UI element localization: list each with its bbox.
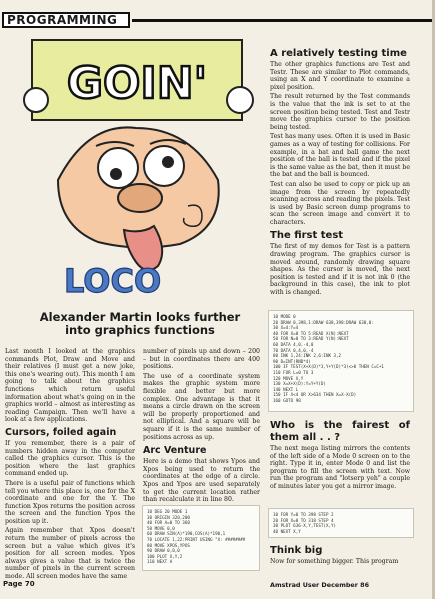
middle-paragraph-1: number of pixels up and down – 200 – but in coordinates there are 400 positions.	[143, 348, 260, 371]
nose	[118, 184, 162, 212]
think-big-paragraph: Now for something bigger. This program	[270, 558, 399, 565]
left-eye	[98, 148, 138, 188]
first-test-heading: The first test	[270, 230, 344, 242]
arc-listing: 10 DEG 20 MODE 1 30 ORIGIN 320,200 40 FOR A=0 TO 360 50 MOVE 0,0 60 DRAW SIN(A)*190,COS(A)*190,1 70 LOCATE 1,22:PRINT USING "X: ######## 80 MOVE XPOS,YPOS 90 DRAW 0,0,0 100 PLOT X,Y,2 110 NEXT A	[142, 505, 260, 571]
header-rule	[132, 19, 435, 22]
middle-paragraph-2: The use of a coordinate system makes the graphic system more flexible and better but more complex. One advantage is that it means a circle drawn on the screen will be properly proportioned and not elliptical. And a square will be square if it is the same number of positions across as up.	[143, 372, 260, 441]
testing-paragraph-1: The other graphics functions are Test and Testr. These are similar to Plot commands, using an X and Y coordinate to examine a pixel position.	[270, 61, 410, 91]
column-3-lower	[270, 420, 410, 493]
section-label: PROGRAMMING	[2, 12, 130, 28]
arc-paragraph: Here is a demo that shows Ypos and Xpos being used to return the coordinates at the edge of a circle. Xpos and Ypos are used separately to get the current location rather than recalculate it in line 80.	[143, 458, 260, 504]
left-pupil	[110, 168, 122, 180]
magazine-issue: Amstrad User December 86	[270, 581, 370, 589]
right-pupil	[162, 156, 174, 168]
think-big-section	[270, 545, 410, 568]
mirror-listing: 10 FOR Y=0 TO 398 STEP 2 20 FOR X=0 TO 318 STEP 4 30 PLOT 636-X,Y,TEST(X,Y) 40 NEXT X,Y	[268, 508, 414, 538]
column-3	[270, 48, 410, 299]
goin-title: GOIN'	[66, 58, 208, 109]
arc-heading: Arc Venture	[143, 445, 207, 457]
loco-title: LOCO	[64, 262, 162, 300]
testing-paragraph-3: Test has many uses. Often it is used in Basic games as a way of testing for collisions. For example, in a bat and ball game the next position of the ball is tested and if the pixel is the same value as the bat, then it must be the bat and the ball is bounced.	[270, 133, 410, 179]
testing-paragraph-2: The result returned by the Test commands is the value that the ink is set to at the screen position being tested. Test and Testr move the graphics cursor to the position being tested.	[270, 93, 410, 131]
testing-paragraph-4: Test can also be used to copy or pick up an image from the screen by repeatedly scanning across and reading the pixels. Test is used by Basic screen dump programs to scan the screen image and convert it to characters.	[270, 180, 410, 226]
think-big-heading: Think big	[270, 545, 323, 556]
fairest-paragraph: The next mega listing mirrors the contents of the left side of a Mode 0 screen on to the right. Type it in, enter Mode 0 and list the program to fill the screen with text. Now run the program and "lotserp yeh" a couple of minutes later you get a mirror image.	[270, 445, 410, 490]
cursors-paragraph-2: There is a useful pair of functions which tell you where this place is, one for the X coordinate and one for the Y. The function Xpos returns the position across the screen and the function Ypos the position up it.	[5, 479, 135, 525]
first-test-paragraph: The first of my demos for Test is a pattern drawing program. The graphics cursor is moved around, randomly drawing square shapes. As the cursor is moved, the next position is tested and if it is not ink 0 (the background in this case), the ink to plot with is changed.	[270, 243, 410, 297]
column-1	[5, 348, 135, 583]
intro-paragraph: Last month I looked at the graphics commands Plot, Draw and Move and their relatives (I must get a new joke, this one's wearing out). This month I am going to talk about the graphics functions which return useful information about what's going on in the graphics world – almost as interesting as reading Campaign. Then we'll have a look at a few applications.	[5, 348, 135, 424]
section-header	[0, 8, 435, 30]
column-2	[143, 348, 260, 506]
cursors-paragraph-3: Again remember that Xpos doesn't return the number of pixels across the screen but a value which gives it's position for all screen modes. Ypos always gives a value that is twice the number of pixels in the current screen mode. All screen modes have the same	[5, 527, 135, 581]
goin-loco-illustration	[18, 30, 254, 302]
left-hand	[24, 88, 48, 112]
cursors-heading: Cursors, foiled again	[5, 426, 117, 438]
right-hand	[227, 87, 253, 113]
article-headline: Alexander Martin looks further into graphics functions	[39, 310, 241, 337]
testing-heading: A relatively testing time	[270, 48, 407, 59]
fairest-heading: Who is the fairest of them all . . ?	[270, 420, 410, 443]
pattern-listing: 10 MODE 0 20 DRAW 0,398,1:DRAW 638,398:DRAW 638,0: 30 X=4:Y=4 40 FOR X=0 TO 5:READ X(N):NEXT 50 FOR N=0 TO 3:READ Y(N):NEXT 60 DATA 4,0,-4,0 70 DATA 0,4,0,-4 80 INK 1,24:INK 2,6:INK 3,2 90 D=INT(RND*4) 100 IF TEST(X+X(D)*3,Y+Y(D)*3)<>0 THEN C=C+1 110 FOR L=0 TO 3 120 MOVE X,Y 130 X=X+X(D):Y=Y+Y(D) 140 NEXT L 150 IF X<4 OR X>634 THEN X=X-X(D) 160 GOTO 90	[268, 310, 414, 412]
cursors-paragraph-1: If you remember, there is a pair of numbers hidden away in the computer called the graphics cursor. This is the position where the last graphics command ended up.	[5, 439, 135, 478]
page-number: Page 70	[3, 580, 35, 588]
